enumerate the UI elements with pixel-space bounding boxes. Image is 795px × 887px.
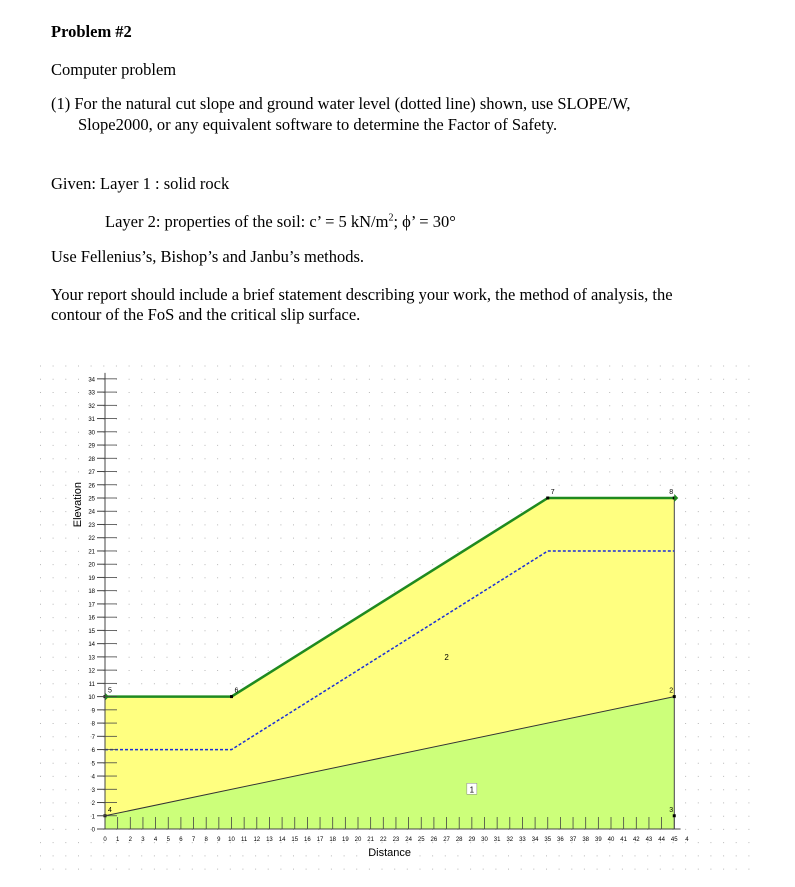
x-tick-label: 12 bbox=[253, 837, 261, 843]
y-tick-label: 22 bbox=[88, 536, 95, 543]
y-tick-label: 13 bbox=[88, 655, 95, 662]
x-tick-label: 2 bbox=[128, 837, 132, 843]
y-tick-label: 23 bbox=[88, 522, 95, 529]
x-tick-label: 22 bbox=[379, 837, 387, 843]
y-tick-label: 3 bbox=[91, 787, 95, 794]
methods-line: Use Fellenius’s, Bishop’s and Janbu’s methods. bbox=[51, 247, 365, 266]
boundary-arrow bbox=[674, 494, 678, 502]
point-label-4: 4 bbox=[108, 806, 112, 814]
x-tick-label: 19 bbox=[342, 837, 349, 843]
y-tick-label: 7 bbox=[91, 734, 95, 741]
question-line-2: Slope2000, or any equivalent software to determine the Factor of Safety. bbox=[78, 115, 558, 134]
point-label-2: 2 bbox=[669, 687, 674, 695]
point-marker-2 bbox=[673, 695, 676, 698]
x-tick-label: 36 bbox=[557, 837, 564, 843]
given-layer-1: Given: Layer 1 : solid rock bbox=[51, 174, 230, 193]
point-label-8: 8 bbox=[669, 489, 674, 496]
x-tick-label: 28 bbox=[455, 837, 463, 843]
region-label-1: 1 bbox=[469, 785, 475, 795]
x-tick-label: 9 bbox=[217, 837, 221, 843]
x-tick-label: 42 bbox=[632, 837, 640, 843]
x-tick-label: 31 bbox=[493, 837, 501, 843]
x-tick-label: 44 bbox=[658, 837, 665, 843]
x-tick-label: 3 bbox=[141, 837, 145, 843]
y-tick-label: 32 bbox=[88, 403, 95, 410]
x-tick-label: 7 bbox=[191, 837, 196, 843]
x-tick-label: 15 bbox=[291, 837, 299, 843]
y-tick-label: 31 bbox=[88, 417, 95, 424]
report-line-2: contour of the FoS and the critical slip surface. bbox=[51, 305, 361, 324]
x-tick-label: 21 bbox=[367, 837, 374, 843]
x-tick-label: 41 bbox=[620, 837, 627, 843]
y-tick-label: 26 bbox=[88, 483, 95, 490]
x-tick-label: 24 bbox=[405, 837, 412, 843]
y-tick-label: 34 bbox=[88, 377, 95, 384]
y-axis-title: Elevation bbox=[72, 481, 84, 528]
y-tick-label: 10 bbox=[88, 695, 95, 702]
y-tick-label: 21 bbox=[88, 549, 95, 556]
y-tick-label: 0 bbox=[91, 827, 95, 834]
layer2-exponent: 2 bbox=[388, 212, 394, 224]
y-tick-label: 19 bbox=[88, 575, 95, 582]
y-tick-label: 2 bbox=[91, 801, 95, 808]
y-tick-label: 18 bbox=[88, 589, 95, 596]
y-tick-label: 11 bbox=[88, 681, 95, 688]
y-tick-label: 1 bbox=[91, 814, 95, 821]
y-tick-label: 24 bbox=[88, 509, 95, 516]
y-tick-label: 4 bbox=[91, 774, 95, 781]
x-tick-label: 29 bbox=[468, 837, 476, 843]
x-tick-label: 30 bbox=[481, 837, 488, 843]
y-tick-label: 33 bbox=[88, 390, 95, 397]
x-tick-label: 10 bbox=[228, 837, 235, 843]
problem-title: Problem #2 bbox=[51, 22, 132, 41]
given-layer-2 bbox=[105, 212, 456, 232]
x-tick-label: 0 bbox=[103, 837, 107, 843]
point-label-5: 5 bbox=[108, 687, 112, 695]
point-marker-6 bbox=[230, 695, 233, 698]
x-tick-label: 33 bbox=[519, 837, 526, 843]
x-tick-label: 18 bbox=[329, 837, 337, 843]
x-tick-label: 39 bbox=[595, 837, 602, 843]
x-tick-label: 35 bbox=[544, 837, 552, 843]
x-tick-label: 38 bbox=[582, 837, 590, 843]
slope-diagram bbox=[0, 360, 795, 885]
y-tick-label: 28 bbox=[88, 456, 95, 463]
x-tick-label: 34 bbox=[531, 837, 539, 843]
point-label-3: 3 bbox=[669, 806, 674, 814]
problem-subtitle: Computer problem bbox=[51, 60, 177, 79]
y-tick-label: 9 bbox=[91, 708, 95, 715]
y-tick-label: 15 bbox=[88, 628, 95, 635]
x-tick-label: 27 bbox=[443, 837, 450, 843]
x-tick-label: 40 bbox=[607, 837, 615, 843]
y-tick-label: 14 bbox=[88, 642, 95, 649]
point-label-6: 6 bbox=[234, 687, 239, 695]
report-line-1: Your report should include a brief statement describing your work, the method of analysis, the bbox=[51, 285, 673, 304]
layer2-text-end: ; ϕ’ = 30° bbox=[393, 212, 456, 231]
x-tick-label: 4 bbox=[685, 837, 689, 843]
x-tick-label: 8 bbox=[204, 837, 208, 843]
x-tick-label: 4 bbox=[153, 837, 158, 843]
y-tick-label: 16 bbox=[88, 615, 95, 622]
x-tick-label: 16 bbox=[304, 837, 311, 843]
x-tick-label: 45 bbox=[670, 837, 678, 843]
y-tick-label: 12 bbox=[88, 668, 95, 675]
point-label-7: 7 bbox=[550, 489, 555, 496]
x-tick-label: 5 bbox=[166, 837, 170, 843]
y-tick-label: 6 bbox=[91, 748, 95, 755]
y-tick-label: 27 bbox=[88, 470, 95, 477]
y-tick-label: 30 bbox=[88, 430, 95, 437]
y-tick-label: 29 bbox=[88, 443, 95, 450]
y-tick-label: 17 bbox=[88, 602, 95, 609]
point-marker-7 bbox=[546, 497, 549, 500]
x-tick-label: 11 bbox=[241, 837, 248, 843]
x-tick-label: 25 bbox=[417, 837, 425, 843]
layer2-text: Layer 2: properties of the soil: c’ = 5 kN/m bbox=[105, 212, 389, 231]
x-tick-label: 6 bbox=[179, 837, 183, 843]
x-tick-label: 1 bbox=[115, 837, 120, 843]
x-tick-label: 37 bbox=[569, 837, 577, 843]
x-tick-label: 26 bbox=[430, 837, 438, 843]
question-line-1: (1) For the natural cut slope and ground water level (dotted line) shown, use SLOPE/W, bbox=[51, 94, 631, 113]
x-axis-title: Distance bbox=[368, 847, 412, 859]
x-tick-label: 20 bbox=[354, 837, 362, 843]
x-tick-label: 43 bbox=[645, 837, 653, 843]
y-tick-label: 25 bbox=[88, 496, 95, 503]
y-tick-label: 8 bbox=[91, 721, 95, 728]
x-tick-label: 17 bbox=[316, 837, 324, 843]
y-tick-label: 5 bbox=[91, 761, 95, 768]
x-tick-label: 23 bbox=[392, 837, 400, 843]
point-marker-3 bbox=[673, 814, 676, 817]
x-tick-label: 32 bbox=[506, 837, 514, 843]
x-tick-label: 14 bbox=[278, 837, 286, 843]
x-tick-label: 13 bbox=[266, 837, 273, 843]
y-tick-label: 20 bbox=[88, 562, 95, 569]
region-label-2: 2 bbox=[444, 652, 449, 662]
